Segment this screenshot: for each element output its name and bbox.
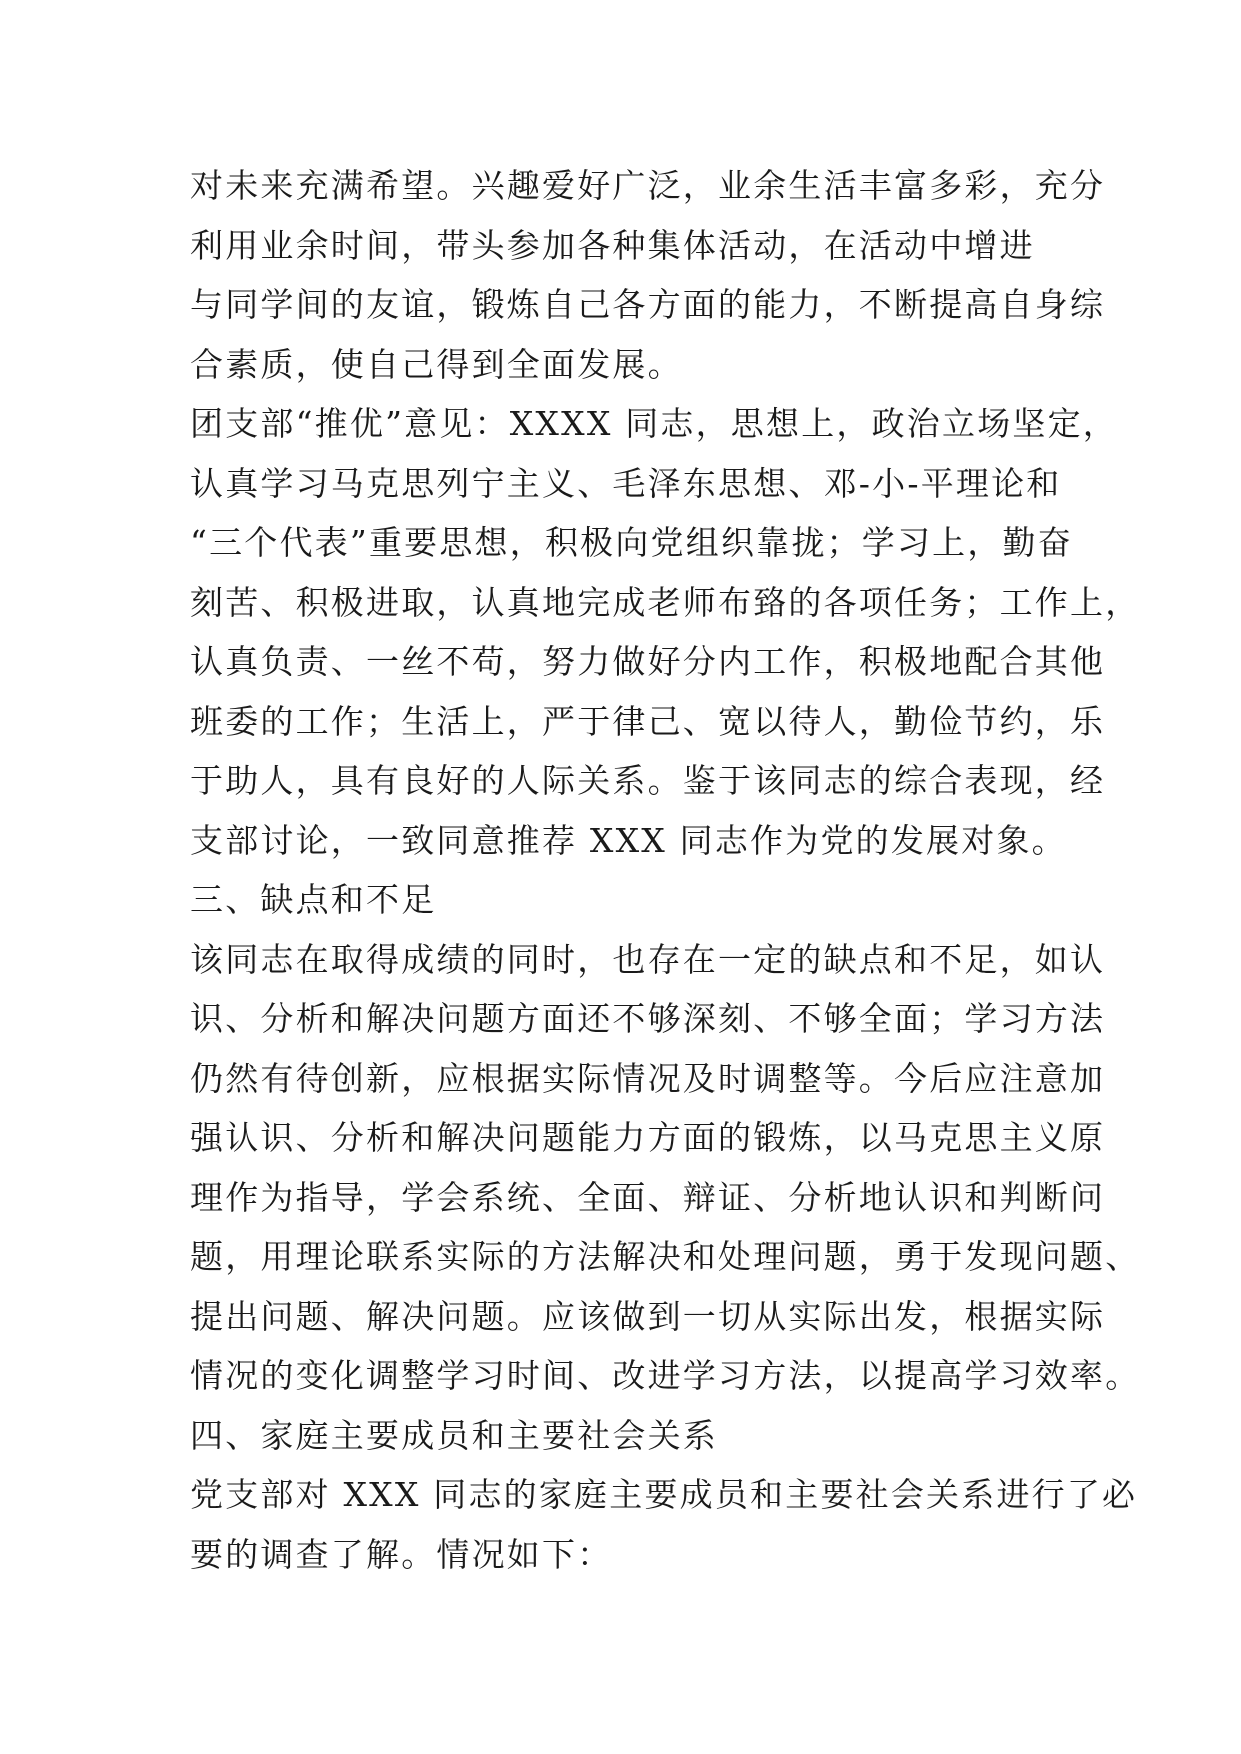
text-line: 利用业余时间，带头参加各种集体活动，在活动中增进 <box>190 225 1035 265</box>
section-heading: 三、缺点和不足 <box>190 880 437 919</box>
text-line: 认真负责、一丝不苟，努力做好分内工作，积极地配合其他 <box>190 642 1106 681</box>
text-line: 班委的工作；生活上，严于律己、宽以待人，勤俭节约，乐 <box>190 701 1106 741</box>
text-line: 与同学间的友谊，锻炼自己各方面的能力，不断提高自身综 <box>190 285 1106 324</box>
text-line: 支部讨论，一致同意推荐 XXX 同志作为党的发展对象。 <box>190 820 1067 860</box>
text-line: 于助人，具有良好的人际关系。鉴于该同志的综合表现，经 <box>190 761 1106 800</box>
text-line: 理作为指导，学会系统、全面、辩证、分析地认识和判断问 <box>190 1177 1106 1217</box>
text-line: 要的调查了解。情况如下： <box>190 1534 613 1574</box>
text-line: 认真学习马克思列宁主义、毛泽东思想、邓-小-平理论和 <box>190 463 1062 503</box>
text-line: 提出问题、解决问题。应该做到一切从实际出发，根据实际 <box>190 1296 1106 1336</box>
text-line: 刻苦、积极进取，认真地完成老师布臵的各项任务；工作上， <box>190 582 1141 622</box>
text-line: 强认识、分析和解决问题能力方面的锻炼，以马克思主义原 <box>190 1118 1106 1157</box>
text-line: 题，用理论联系实际的方法解决和处理问题，勇于发现问题、 <box>190 1237 1141 1276</box>
section-heading: 四、家庭主要成员和主要社会关系 <box>190 1415 718 1455</box>
text-line: 党支部对 XXX 同志的家庭主要成员和主要社会关系进行了必 <box>190 1475 1138 1514</box>
text-line: 该同志在取得成绩的同时，也存在一定的缺点和不足，如认 <box>190 939 1106 979</box>
text-line: 情况的变化调整学习时间、改进学习方法，以提高学习效率。 <box>190 1356 1141 1395</box>
text-line: 合素质，使自己得到全面发展。 <box>190 344 683 384</box>
text-line: 对未来充满希望。兴趣爱好广泛，业余生活丰富多彩，充分 <box>190 166 1106 205</box>
text-line: 团支部“推优”意见：XXXX 同志，思想上，政治立场坚定， <box>190 404 1119 443</box>
text-line: 识、分析和解决问题方面还不够深刻、不够全面；学习方法 <box>190 999 1106 1038</box>
document-body <box>190 156 1141 1584</box>
text-line: “三个代表”重要思想，积极向党组织靠拢；学习上，勤奋 <box>190 523 1073 562</box>
text-line: 仍然有待创新，应根据实际情况及时调整等。今后应注意加 <box>190 1058 1106 1098</box>
